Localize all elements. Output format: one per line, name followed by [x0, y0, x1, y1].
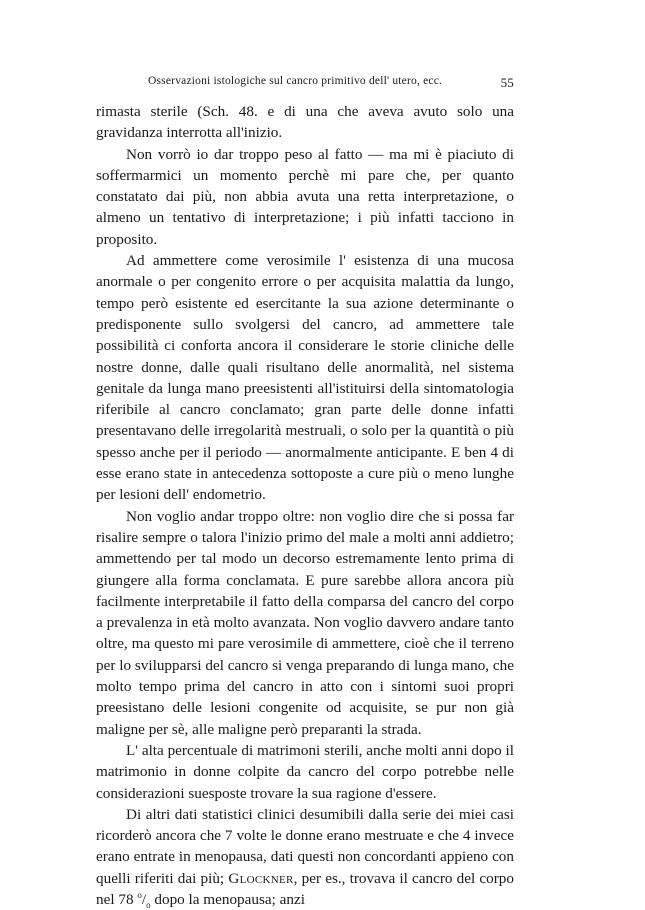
- paragraph-5: L' alta percentuale di matrimoni sterili, anche molti anni dopo il matrimonio in donne colpite da cancro del corpo potrebbe nelle considerazioni suesposte trovare la sua ragione d'essere.: [96, 741, 514, 802]
- percent-sign-top: o: [137, 889, 142, 900]
- author-name: Glockner: [228, 869, 294, 887]
- body-text: [96, 101, 514, 910]
- paragraph-6-text-after: dopo la menopausa; anzi: [150, 890, 305, 908]
- paragraph-6-text-middle: , per es., trovava il cancro del corpo nel 78: [96, 869, 514, 908]
- running-title: Osservazioni istologiche sul cancro primitivo dell' utero, ecc.: [148, 75, 443, 87]
- running-header: [96, 75, 514, 95]
- paragraph-1: rimasta sterile (Sch. 48. e di una che aveva avuto solo una gravidanza interrotta all'inizio.: [96, 103, 514, 142]
- paragraph-6-text-before: Di altri dati statistici clinici desumibili dalla serie dei miei casi ricorderò ancora che 7 volte le donne erano mestruate e che 4 invece erano entrate in menopausa, dati questi non concordanti appieno con quelli riferiti dai più;: [96, 805, 514, 887]
- percent-sign-bottom: o: [146, 900, 151, 910]
- page-number: 55: [500, 75, 514, 90]
- paragraph-6: Di altri dati statistici clinici desumibili dalla serie dei miei casi ricorderò ancora che 7 volte le donne erano mestruate e che 4 invece erano entrate in menopausa, dati questi non concordanti appieno con quelli riferiti dai più; Glockner, per es., trovava il cancro del corpo nel 78 $^o/_o$ dopo la menopausa; anzi: [96, 805, 514, 910]
- paragraph-4: Non voglio andar troppo oltre: non voglio dire che si possa far risalire sempre o talora l'inizio primo del male a molti anni addietro; ammettendo per tal modo un decorso estremamente lento prima di giungere alla forma conclamata. E pure sarebbe allora ancora più facilmente interpretabile il fatto della comparsa del cancro del corpo a prevalenza in età molto avanzata. Non voglio davvero andare tanto oltre, ma questo mi pare verosimile di ammettere, cioè che il terreno per lo svilupparsi del cancro si venga preparando di lunga mano, che molto tempo prima del cancro in atto con i sintomi suoi propri preesistano delle lesioni congenite od acquisite, se pur non già maligne per sè, alle maligne però preparanti la strada.: [96, 507, 514, 738]
- paragraph-2: Non vorrò io dar troppo peso al fatto — ma mi è piaciuto di soffermarmici un momento perchè mi pare che, per quanto constatato dai più, non abbia avuta una retta interpretazione, o almeno un tentativo di interpretazione; i più infatti tacciono in proposito.: [96, 145, 514, 248]
- paragraph-3: Ad ammettere come verosimile l' esistenza di una mucosa anormale o per congenito errore o per acquisita malattia da lungo, tempo però esistente ed esercitante la sua azione determinante o predisponente sullo svolgersi del cancro, ad ammettere tale possibilità ci conforta ancora il considerare le storie cliniche delle nostre donne, dalle quali risultano delle anormalità, nel sistema genitale da lunga mano preesistenti all'istituirsi della sintomatologia riferibile al cancro conclamato; gran parte delle donne infatti presentavano delle irregolarità mestruali, o solo per la quantità o più spesso anche per il periodo — anormalmente anticipante. E ben 4 di esse erano state in antecedenza sottoposte a cure più o meno lunghe per lesioni dell' endometrio.: [96, 252, 514, 504]
